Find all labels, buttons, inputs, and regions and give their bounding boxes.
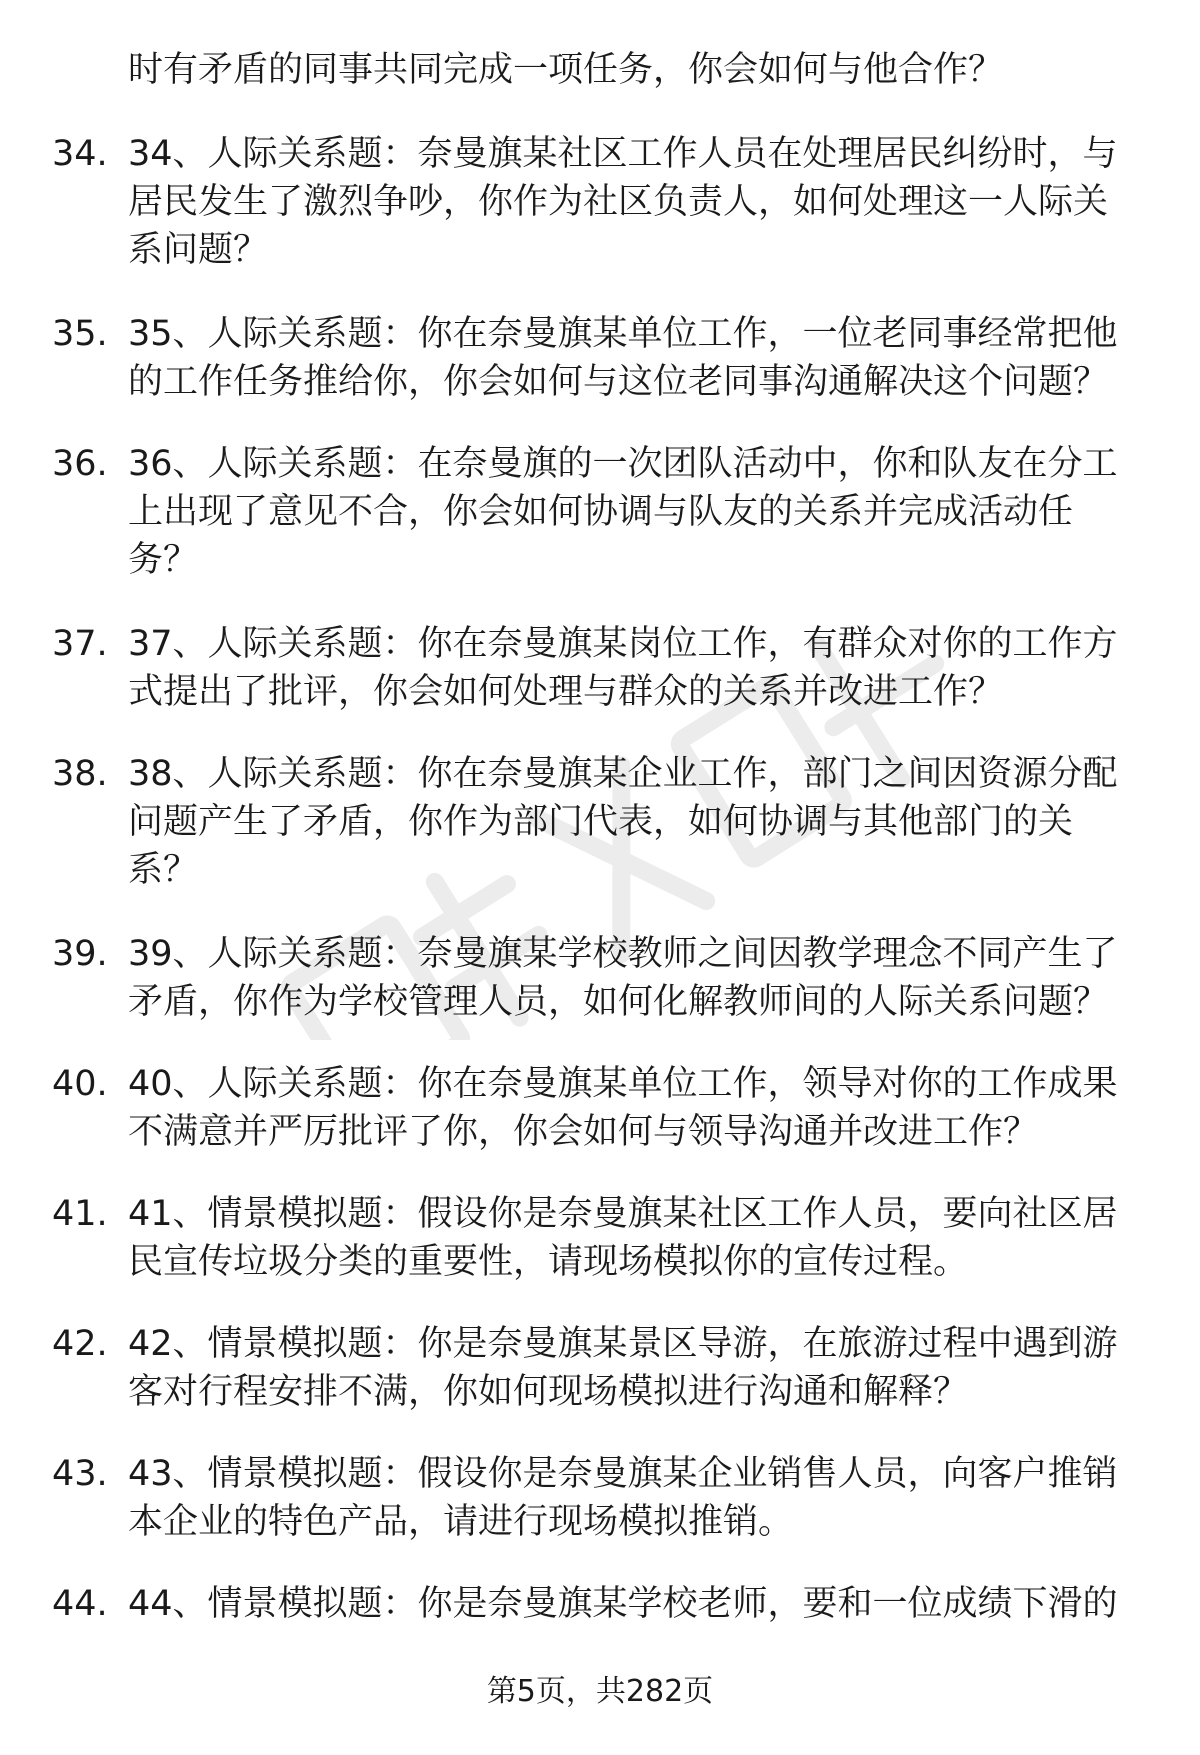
question-text <box>128 1320 1148 1416</box>
question-line: 的工作任务推给你，你会如何与这位老同事沟通解决这个问题？ <box>128 362 1109 402</box>
question-line: 43、情景模拟题：假设你是奈曼旗某企业销售人员，向客户推销 <box>128 1454 1118 1494</box>
question-number: 43. <box>52 1454 108 1494</box>
question-line: 问题产生了矛盾，你作为部门代表，如何协调与其他部门的关 <box>128 802 1074 842</box>
question-line: 34、人际关系题：奈曼旗某社区工作人员在处理居民纠纷时，与 <box>128 134 1118 174</box>
question-text <box>128 620 1148 716</box>
question-line: 39、人际关系题：奈曼旗某学校教师之间因教学理念不同产生了 <box>128 934 1118 974</box>
question-line: 36、人际关系题：在奈曼旗的一次团队活动中，你和队友在分工 <box>128 444 1118 484</box>
question-line: 式提出了批评，你会如何处理与群众的关系并改进工作？ <box>128 672 1004 712</box>
question-text <box>128 1450 1148 1546</box>
question-text <box>128 130 1148 274</box>
question-line: 上出现了意见不合，你会如何协调与队友的关系并完成活动任 <box>128 492 1074 532</box>
question-line: 44、情景模拟题：你是奈曼旗某学校老师，要和一位成绩下滑的 <box>128 1584 1118 1624</box>
question-line: 系？ <box>128 850 199 890</box>
question-line: 不满意并严厉批评了你，你会如何与领导沟通并改进工作？ <box>128 1112 1039 1152</box>
question-text <box>128 1190 1148 1286</box>
question-line: 民宣传垃圾分类的重要性，请现场模拟你的宣传过程。 <box>128 1242 969 1282</box>
question-number: 40. <box>52 1064 108 1104</box>
question-line: 本企业的特色产品，请进行现场模拟推销。 <box>128 1502 794 1542</box>
question-number: 41. <box>52 1194 108 1234</box>
question-text <box>128 750 1148 894</box>
question-line: 38、人际关系题：你在奈曼旗某企业工作，部门之间因资源分配 <box>128 754 1118 794</box>
question-line: 系问题？ <box>128 230 269 270</box>
question-number: 39. <box>52 934 108 974</box>
question-line: 时有矛盾的同事共同完成一项任务，你会如何与他合作？ <box>128 50 1004 90</box>
question-line: 35、人际关系题：你在奈曼旗某单位工作，一位老同事经常把他 <box>128 314 1118 354</box>
question-line: 客对行程安排不满，你如何现场模拟进行沟通和解释？ <box>128 1372 969 1412</box>
question-line: 矛盾，你作为学校管理人员，如何化解教师间的人际关系问题？ <box>128 982 1109 1022</box>
question-line: 41、情景模拟题：假设你是奈曼旗某社区工作人员，要向社区居 <box>128 1194 1118 1234</box>
question-line: 务？ <box>128 540 199 580</box>
question-text <box>128 930 1148 1026</box>
question-text <box>128 46 1148 94</box>
question-line: 42、情景模拟题：你是奈曼旗某景区导游，在旅游过程中遇到游 <box>128 1324 1118 1364</box>
question-text <box>128 310 1148 406</box>
question-number: 44. <box>52 1584 108 1624</box>
question-text <box>128 1580 1148 1628</box>
question-number: 38. <box>52 754 108 794</box>
question-line: 37、人际关系题：你在奈曼旗某岗位工作，有群众对你的工作方 <box>128 624 1118 664</box>
question-number: 35. <box>52 314 108 354</box>
question-text <box>128 1060 1148 1156</box>
question-number: 34. <box>52 134 108 174</box>
question-text <box>128 440 1148 584</box>
question-line: 40、人际关系题：你在奈曼旗某单位工作，领导对你的工作成果 <box>128 1064 1118 1104</box>
question-number: 42. <box>52 1324 108 1364</box>
page-footer: 第5页，共282页 <box>486 1674 714 1709</box>
question-line: 居民发生了激烈争吵，你作为社区负责人，如何处理这一人际关 <box>128 182 1109 222</box>
question-number: 36. <box>52 444 108 484</box>
question-number: 37. <box>52 624 108 664</box>
